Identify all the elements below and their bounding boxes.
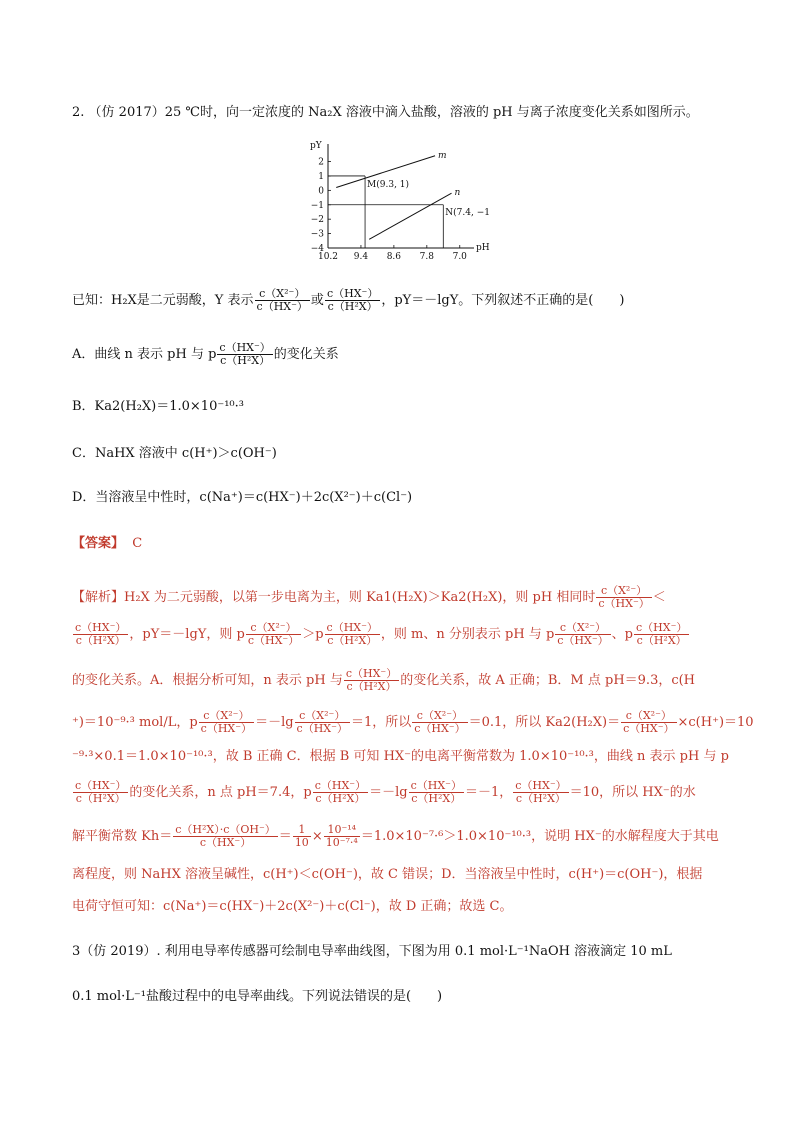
- fraction-hx-h2x: [409, 780, 464, 805]
- analysis-text: 解平衡常数 Kh＝: [72, 829, 173, 844]
- fraction-numerator: c（X²⁻）: [246, 622, 301, 635]
- fraction-x2-hx: [199, 710, 254, 735]
- point-annotation: M(9.3, 1): [367, 179, 410, 190]
- fraction-denominator: c（HX⁻）: [247, 634, 300, 647]
- fraction-numerator: c（X²⁻）: [621, 710, 676, 723]
- ph-py-chart: [300, 138, 490, 264]
- fraction-denominator: c（HX⁻）: [414, 722, 466, 735]
- fraction-numerator: c（HX⁻）: [326, 287, 379, 300]
- analysis-line-1: 【解析】H₂X 为二元弱酸，以第一步电离为主，则 Ka1(H₂X)＞Ka2(H₂X)，则 pH 相同时 $\frac{\text{c（X²⁻）}}{c(HX^-)}$ ＜: [72, 584, 666, 610]
- point-annotation: N(7.4, −1): [445, 207, 490, 218]
- analysis-text: ＝0.1，所以 Ka2(H₂X)＝: [468, 715, 621, 730]
- fraction-numerator: c（HX⁻）: [75, 621, 127, 634]
- fraction-numerator: c（X²⁻）: [255, 288, 310, 301]
- fraction-numerator: c（HX⁻）: [515, 779, 567, 792]
- given-mid: 或: [310, 293, 324, 308]
- analysis-text: ×: [311, 829, 323, 844]
- option-a-suffix: 的变化关系: [273, 347, 339, 362]
- fraction-denominator: c（HX⁻）: [200, 722, 253, 735]
- y-tick-label: 1: [318, 171, 324, 182]
- fraction-1-10: [293, 824, 311, 849]
- analysis-line-2: $\frac{c(HX^-)}{\text{c（H²X）}}$ ，pY＝－lgY，则 p $\frac{\text{c（X²⁻）}}{c(HX^-)}$ ＞p $\frac{c(HX^-)}{\text{c（H²X）}}$ ，则 m、n 分别表示 pH 与 p $\frac{\text{c（X²⁻）}}{c(HX^-)}$ 、p $\frac{c(HX^-)}{\text{c（H²X）}}$: [75, 621, 688, 647]
- fraction-denominator: c（H²X）: [327, 634, 378, 647]
- y-tick-label: 2: [318, 157, 324, 168]
- fraction-x2-hx: [246, 622, 301, 647]
- fraction-denominator: c（HX⁻）: [557, 634, 609, 647]
- x-tick-label: 10.2: [317, 252, 339, 262]
- analysis-text: 的变化关系，n 点 pH＝7.4，p: [129, 785, 312, 800]
- analysis-line-8: 离程度，则 NaHX 溶液呈碱性，c(H⁺)＜c(OH⁻)，故 C 错误；D．当溶液呈中性时，c(H⁺)＝c(OH⁻)，根据: [72, 867, 703, 882]
- analysis-text: ＝10，所以 HX⁻的水: [569, 785, 696, 800]
- fraction-hx-h2x: [217, 342, 272, 367]
- fraction-denominator: 10⁻⁷·⁴: [325, 836, 358, 849]
- fraction-numerator: c（HX⁻）: [314, 779, 367, 792]
- analysis-text: ＞p: [302, 627, 324, 642]
- analysis-text: ＝: [278, 829, 292, 844]
- fraction-denominator: c（HX⁻）: [623, 722, 675, 735]
- answer-label: 【答案】: [72, 536, 125, 551]
- fraction-denominator: c（HX⁻）: [296, 722, 348, 735]
- fraction-numerator: c（HX⁻）: [75, 779, 127, 792]
- y-tick-label: −4: [310, 244, 324, 254]
- option-d: D．当溶液呈中性时，c(Na⁺)＝c(HX⁻)＋2c(X²⁻)＋c(Cl⁻): [72, 490, 413, 505]
- fraction-numerator: c（X²⁻）: [295, 710, 350, 723]
- analysis-text: 【解析】H₂X 为二元弱酸，以第一步电离为主，则 Ka1(H₂X)＞Ka2(H₂X)，则 pH 相同时: [72, 590, 596, 605]
- fraction-numerator: c（X²⁻）: [596, 585, 651, 598]
- fraction-kw: [324, 824, 360, 849]
- analysis-text: ＝1.0×10⁻⁷·⁶＞1.0×10⁻¹⁰·³，说明 HX⁻的水解程度大于其电: [360, 829, 719, 844]
- fraction-denominator: c（H²X）: [411, 792, 462, 805]
- fraction-denominator: c（HX⁻）: [256, 300, 308, 313]
- fraction-numerator: c（X²⁻）: [412, 710, 467, 723]
- fraction-denominator: c（H²X）: [346, 680, 397, 693]
- analysis-text: ⁺)＝10⁻⁹·³ mol/L，p: [72, 715, 198, 730]
- fraction-denominator: c（H²X）: [515, 792, 566, 805]
- y-tick-label: 0: [318, 186, 324, 197]
- x-tick-label: 7.8: [419, 252, 434, 262]
- analysis-text: 的变化关系，故 A 正确；B．M 点 pH＝9.3，c(H: [400, 673, 696, 688]
- fraction-numerator: c（HX⁻）: [635, 621, 688, 634]
- given-suffix: ，pY＝－lgY。下列叙述不正确的是( ): [381, 293, 625, 308]
- analysis-text: ＝－lg: [255, 715, 294, 730]
- fraction-denominator: c（H²X）: [315, 792, 366, 805]
- question-2-given: [72, 288, 624, 313]
- y-tick-label: −1: [310, 200, 324, 211]
- fraction-numerator: c（HX⁻）: [219, 341, 271, 354]
- analysis-text: ＝－lg: [369, 785, 408, 800]
- fraction-x2-hx: [621, 710, 676, 735]
- analysis-line-3: [72, 668, 695, 693]
- fraction-hx-h2x: [325, 288, 380, 313]
- analysis-text: ，pY＝－lgY，则 p: [129, 627, 245, 642]
- fraction-hx-h2x: [325, 622, 380, 647]
- analysis-text: ＝－1，: [464, 785, 513, 800]
- fraction-denominator: c（H²X）: [327, 300, 378, 313]
- fraction-x2-hx: [412, 710, 467, 735]
- answer-value: C: [132, 536, 143, 551]
- fraction-denominator: c（H²X）: [220, 354, 271, 367]
- series-label-m: m: [438, 150, 447, 161]
- fraction-x2-hx: [596, 585, 651, 610]
- fraction-numerator: c（HX⁻）: [326, 621, 378, 634]
- fraction-kh: [173, 824, 278, 849]
- question-3-line-1: 3（仿 2019）. 利用电导率传感器可绘制电导率曲线图，下图为用 0.1 mol·L⁻¹NaOH 溶液滴定 10 mL: [72, 944, 672, 959]
- fraction-hx-h2x: [344, 668, 399, 693]
- option-a-prefix: A．曲线 n 表示 pH 与 p: [72, 347, 217, 362]
- fraction-numerator: 10⁻¹⁴: [324, 824, 360, 837]
- analysis-text: 的变化关系。A．根据分析可知，n 表示 pH 与: [72, 673, 343, 688]
- option-b: B．Ka2(H₂X)＝1.0×10⁻¹⁰·³: [72, 399, 244, 414]
- fraction-x2-hx: [295, 710, 350, 735]
- fraction-numerator: c（HX⁻）: [345, 667, 398, 680]
- fraction-numerator: c（X²⁻）: [199, 710, 254, 723]
- x-axis-label: pH: [476, 243, 490, 253]
- analysis-line-9: 电荷守恒可知：c(Na⁺)＝c(HX⁻)＋2c(X²⁻)＋c(Cl⁻)，故 D 正确；故选 C。: [72, 899, 513, 914]
- analysis-line-6: [72, 780, 696, 805]
- option-c: C．NaHX 溶液中 c(H⁺)＞c(OH⁻): [72, 446, 277, 461]
- x-tick-label: 9.4: [353, 252, 369, 262]
- analysis-line-4: [72, 710, 754, 735]
- y-tick-label: −3: [310, 229, 324, 240]
- series-label-n: n: [454, 188, 461, 199]
- fraction-denominator: 10: [294, 836, 309, 849]
- series-line-n: [369, 193, 451, 239]
- fraction-denominator: c（HX⁻）: [598, 597, 650, 610]
- fraction-numerator: c（X²⁻）: [555, 622, 610, 635]
- analysis-text: ×c(H⁺)＝10: [677, 715, 754, 730]
- given-prefix: 已知：H₂X是二元弱酸，Y 表示: [72, 293, 254, 308]
- analysis-line-5: ⁻⁹·³×0.1＝1.0×10⁻¹⁰·³，故 B 正确 C．根据 B 可知 HX⁻的电离平衡常数为 1.0×10⁻¹⁰·³，曲线 n 表示 pH 与 p: [72, 749, 729, 764]
- fraction-denominator: c（HX⁻）: [199, 836, 252, 849]
- fraction-denominator: c（H²X）: [75, 792, 126, 805]
- fraction-denominator: c（H²X）: [75, 634, 126, 647]
- question-3-line-2: 0.1 mol·L⁻¹盐酸过程中的电导率曲线。下列说法错误的是( ): [72, 989, 443, 1004]
- fraction-denominator: c（H²X）: [636, 634, 687, 647]
- y-axis-label: pY: [310, 141, 322, 151]
- y-tick-label: −2: [310, 215, 324, 226]
- fraction-hx-h2x: [634, 622, 689, 647]
- question-2-title: 2. （仿 2017）25 ℃时，向一定浓度的 Na₂X 溶液中滴入盐酸，溶液的 pH 与离子浓度变化关系如图所示。: [72, 105, 699, 120]
- x-tick-label: 7.0: [452, 252, 467, 262]
- x-tick-label: 8.6: [386, 252, 402, 262]
- analysis-text: ，则 m、n 分别表示 pH 与 p: [380, 627, 555, 642]
- fraction-numerator: c（H²X）·c（OH⁻）: [175, 823, 276, 836]
- fraction-hx-h2x: [73, 622, 128, 647]
- fraction-hx-h2x: [513, 780, 568, 805]
- fraction-hx-h2x: [73, 780, 128, 805]
- fraction-x2-hx: [255, 288, 310, 313]
- option-a: [72, 342, 339, 367]
- fraction-numerator: c（HX⁻）: [410, 779, 462, 792]
- fraction-numerator: 1: [293, 824, 311, 837]
- fraction-x2-hx: [555, 622, 610, 647]
- analysis-line-7: [72, 824, 719, 849]
- analysis-text: ＝1，所以: [350, 715, 412, 730]
- fraction-hx-h2x: [313, 780, 368, 805]
- answer: [72, 535, 142, 553]
